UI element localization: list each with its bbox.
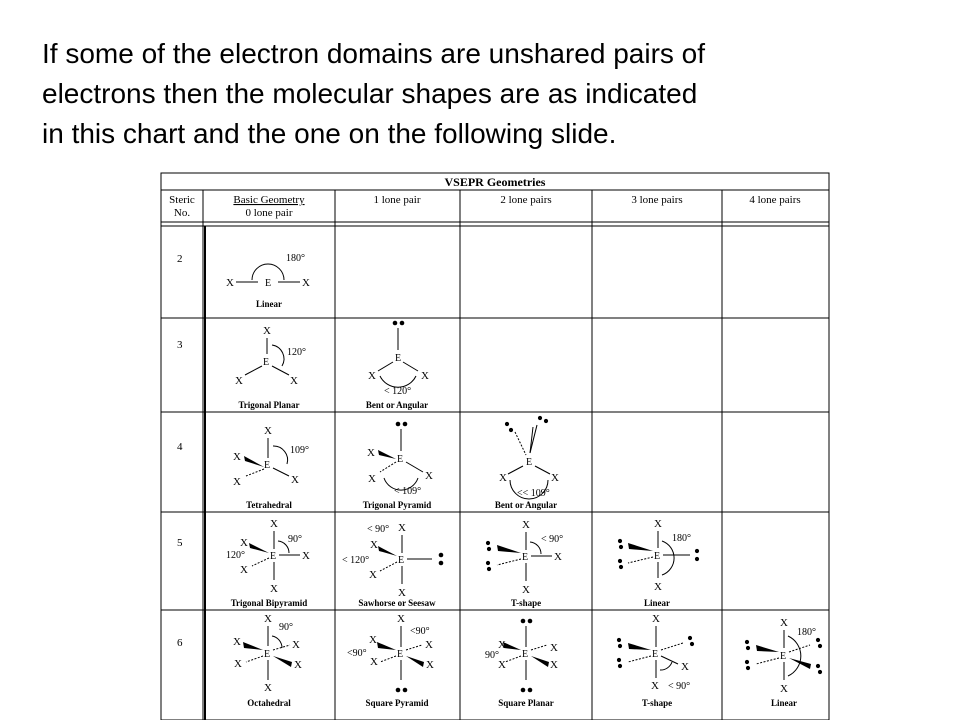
steric-number-4: 4 <box>177 441 183 453</box>
t-shape-diagram-5 <box>486 519 563 608</box>
ligand-atom-label: X <box>550 642 558 654</box>
central-atom-label: E <box>265 278 272 289</box>
bond-angle-label: <90° <box>410 626 430 637</box>
ligand-atom-label: X <box>302 277 310 289</box>
shape-name-t-shape-5: T-shape <box>510 598 542 608</box>
ligand-atom-label: X <box>499 472 507 484</box>
linear-diagram <box>226 253 310 309</box>
ligand-atom-label: X <box>654 518 662 530</box>
ligand-atom-label: X <box>398 522 406 534</box>
bond-angle-label: < 90° <box>541 534 564 545</box>
header-2-lone-pairs: 2 lone pairs <box>500 194 552 206</box>
ligand-atom-label: X <box>292 639 300 651</box>
ligand-atom-label: X <box>367 447 375 459</box>
shape-name-trigonal-bipyramid: Trigonal Bipyramid <box>230 598 308 608</box>
central-atom-label: E <box>397 649 404 660</box>
central-atom-label: E <box>652 649 659 660</box>
bond-angle-label: < 120° <box>384 386 412 397</box>
central-atom-label: E <box>397 454 404 465</box>
central-atom-label: E <box>654 551 661 562</box>
ligand-atom-label: X <box>233 476 241 488</box>
ligand-atom-label: X <box>498 659 506 671</box>
ligand-atom-label: X <box>233 636 241 648</box>
ligand-atom-label: X <box>654 581 662 593</box>
shape-name-square-planar: Square Planar <box>498 698 554 708</box>
heading-line-2: electrons then the molecular shapes are as indicated <box>42 78 698 109</box>
bond-angle-label: 180° <box>286 253 305 264</box>
ligand-atom-label: X <box>264 425 272 437</box>
bond-angle-label: < 90° <box>367 524 390 535</box>
shape-name-bent-1lp: Bent or Angular <box>365 400 429 410</box>
bond-angle-label: <90° <box>347 648 367 659</box>
header-steric-2: No. <box>173 207 191 219</box>
bond-angle-label: < 120° <box>342 555 370 566</box>
header-steric-1: Steric <box>169 194 195 206</box>
steric-number-6: 6 <box>177 637 183 649</box>
linear-diagram-6 <box>745 617 822 708</box>
header-basic-1: Basic Geometry <box>233 194 305 206</box>
shape-name-bent-2lp: Bent or Angular <box>494 500 558 510</box>
ligand-atom-label: X <box>397 613 405 625</box>
ligand-atom-label: X <box>652 613 660 625</box>
ligand-atom-label: X <box>780 617 788 629</box>
header-1-lone-pair: 1 lone pair <box>373 194 421 206</box>
shape-name-trigonal-planar: Trigonal Planar <box>238 400 300 410</box>
ligand-atom-label: X <box>498 639 506 651</box>
central-atom-label: E <box>395 353 402 364</box>
central-atom-label: E <box>526 457 533 468</box>
ligand-atom-label: X <box>240 537 248 549</box>
ligand-atom-label: X <box>554 551 562 563</box>
ligand-atom-label: X <box>522 519 530 531</box>
ligand-atom-label: X <box>780 683 788 695</box>
ligand-atom-label: X <box>425 639 433 651</box>
square-pyramid-diagram <box>347 613 434 708</box>
shape-name-tetrahedral: Tetrahedral <box>246 500 292 510</box>
ligand-atom-label: X <box>370 656 378 668</box>
shape-name-t-shape-6: T-shape <box>641 698 673 708</box>
ligand-atom-label: X <box>290 375 298 387</box>
shape-name-linear-6: Linear <box>771 698 797 708</box>
bond-angle-label: 120° <box>226 550 245 561</box>
central-atom-label: E <box>780 651 787 662</box>
shape-name-octahedral: Octahedral <box>247 698 291 708</box>
ligand-atom-label: X <box>264 613 272 625</box>
t-shape-diagram-6 <box>617 613 694 708</box>
ligand-atom-label: X <box>234 658 242 670</box>
ligand-atom-label: X <box>270 518 278 530</box>
bond-angle-label: < 90° <box>668 681 691 692</box>
ligand-atom-label: X <box>270 583 278 595</box>
bond-angle-label: 90° <box>279 622 293 633</box>
ligand-atom-label: X <box>240 564 248 576</box>
heading-line-3: in this chart and the one on the following slide. <box>42 118 617 149</box>
ligand-atom-label: X <box>294 659 302 671</box>
ligand-atom-label: X <box>398 587 406 599</box>
shape-name-seesaw: Sawhorse or Seesaw <box>358 598 436 608</box>
tetrahedral-diagram <box>233 425 309 510</box>
bond-angle-label: 109° <box>290 445 309 456</box>
trigonal-planar-diagram <box>235 325 306 410</box>
ligand-atom-label: X <box>233 451 241 463</box>
header-3-lone-pairs: 3 lone pairs <box>631 194 683 206</box>
ligand-atom-label: X <box>291 474 299 486</box>
ligand-atom-label: X <box>263 325 271 337</box>
bent-diagram-1lp <box>366 321 429 410</box>
octahedral-diagram <box>233 613 302 708</box>
shape-name-trigonal-pyramid: Trigonal Pyramid <box>362 500 432 510</box>
ligand-atom-label: X <box>651 680 659 692</box>
steric-number-5: 5 <box>177 537 183 549</box>
bond-angle-label: < 109° <box>394 486 422 497</box>
bond-angle-label: << 109° <box>517 488 550 499</box>
ligand-atom-label: X <box>426 659 434 671</box>
trigonal-pyramid-diagram <box>363 422 433 510</box>
ligand-atom-label: X <box>369 569 377 581</box>
ligand-atom-label: X <box>368 370 376 382</box>
heading-line-1: If some of the electron domains are unshared pairs of <box>42 38 706 69</box>
ligand-atom-label: X <box>264 682 272 694</box>
seesaw-diagram <box>342 522 443 608</box>
ligand-atom-label: X <box>421 370 429 382</box>
table-grid <box>161 173 829 720</box>
ligand-atom-label: X <box>235 375 243 387</box>
ligand-atom-label: X <box>369 634 377 646</box>
bent-diagram-2lp <box>495 416 559 510</box>
ligand-atom-label: X <box>368 473 376 485</box>
ligand-atom-label: X <box>681 661 689 673</box>
central-atom-label: E <box>522 552 529 563</box>
header-4-lone-pairs: 4 lone pairs <box>749 194 801 206</box>
central-atom-label: E <box>264 649 271 660</box>
header-basic-2: 0 lone pair <box>245 207 293 219</box>
shape-name-linear-5: Linear <box>644 598 670 608</box>
ligand-atom-label: X <box>302 550 310 562</box>
central-atom-label: E <box>522 649 529 660</box>
ligand-atom-label: X <box>425 470 433 482</box>
central-atom-label: E <box>263 357 270 368</box>
bond-angle-label: 90° <box>485 650 499 661</box>
trigonal-bipyramid-diagram <box>226 518 310 608</box>
bond-angle-label: 120° <box>287 347 306 358</box>
ligand-atom-label: X <box>226 277 234 289</box>
linear-diagram-5 <box>618 518 699 608</box>
ligand-atom-label: X <box>550 659 558 671</box>
chart-title: VSEPR Geometries <box>444 175 546 189</box>
central-atom-label: E <box>264 460 271 471</box>
ligand-atom-label: X <box>370 539 378 551</box>
square-planar-diagram <box>485 619 558 708</box>
ligand-atom-label: X <box>522 584 530 596</box>
bond-angle-label: 180° <box>797 627 816 638</box>
shape-name-linear: Linear <box>256 299 282 309</box>
bond-angle-label: 90° <box>288 534 302 545</box>
bond-angle-label: 180° <box>672 533 691 544</box>
central-atom-label: E <box>270 551 277 562</box>
central-atom-label: E <box>398 555 405 566</box>
ligand-atom-label: X <box>551 472 559 484</box>
shape-name-square-pyramid: Square Pyramid <box>365 698 429 708</box>
steric-number-2: 2 <box>177 253 183 265</box>
steric-number-3: 3 <box>177 339 183 351</box>
